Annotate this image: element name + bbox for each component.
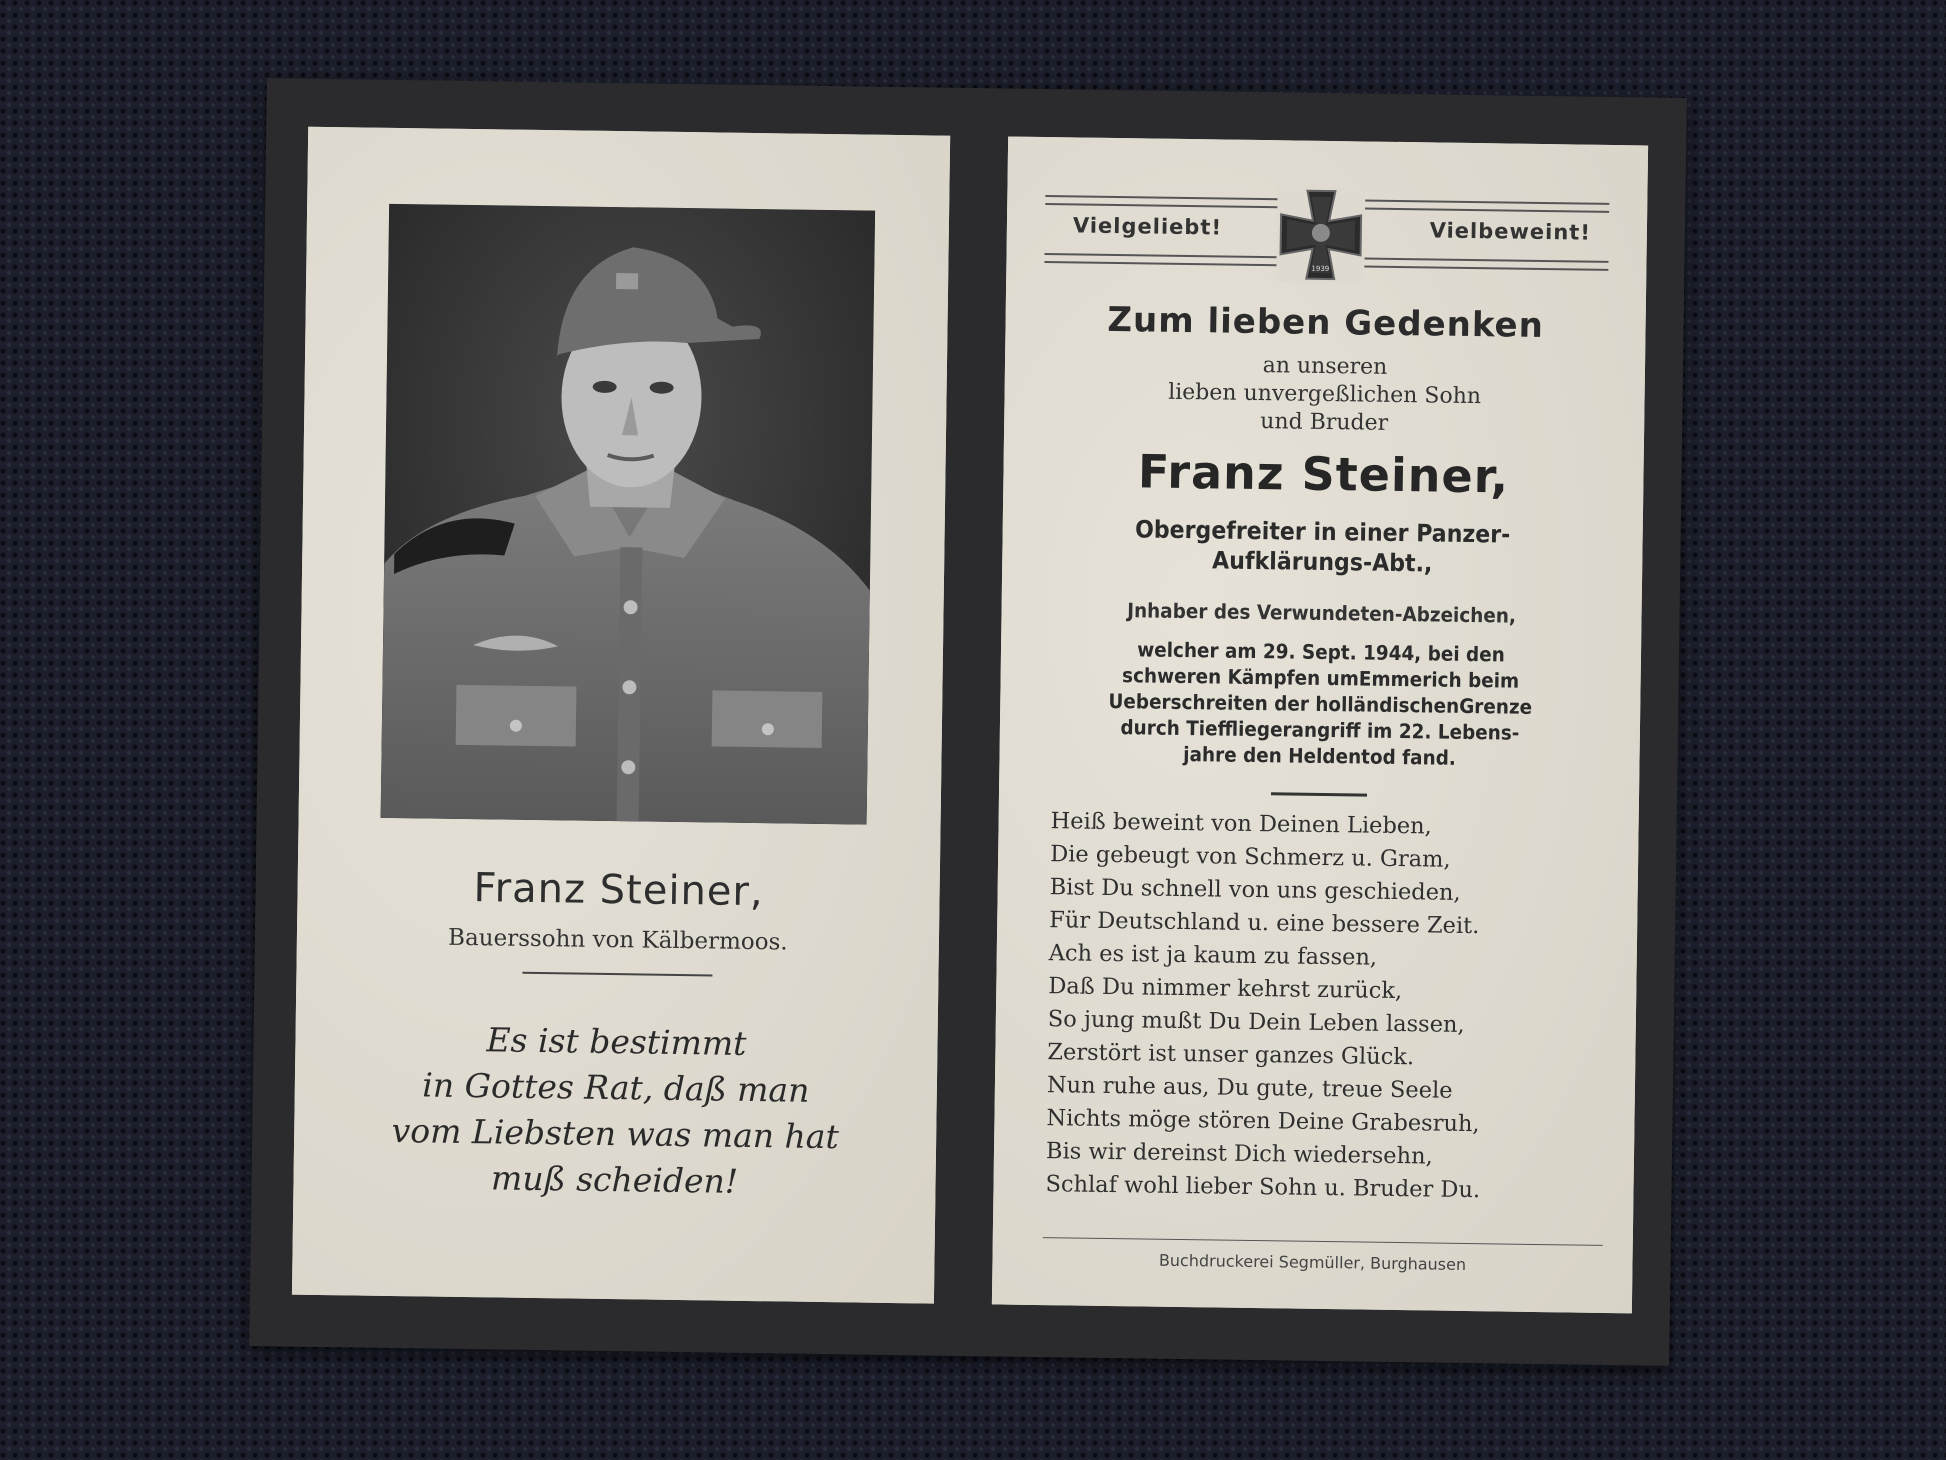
divider	[522, 972, 712, 977]
verse-line: muß scheiden!	[490, 1158, 739, 1201]
memorial-poem	[1045, 805, 1608, 1209]
verse-line: Es ist bestimmt	[486, 1020, 747, 1063]
right-panel	[992, 137, 1648, 1314]
printer-credit: Buchdruckerei Segmüller, Burghausen	[1158, 1250, 1467, 1275]
iron-cross-icon	[1276, 186, 1365, 283]
poem-line: Bist Du schnell von uns geschieden,	[1049, 874, 1461, 906]
left-panel	[292, 127, 950, 1304]
soldier-portrait-photo	[381, 204, 876, 825]
divider	[1043, 1237, 1603, 1246]
poem-line: So jung mußt Du Dein Leben lassen,	[1047, 1006, 1465, 1038]
intro-line: lieben unvergeßlichen Sohn	[1168, 379, 1482, 410]
header-band	[1044, 189, 1609, 273]
origin-line: Bauerssohn von Kälbermoos.	[447, 924, 788, 956]
decoration-text: Jnhaber des Verwundeten-Abzeichen,	[1127, 598, 1517, 628]
rank-line: Obergefreiter in einer Panzer-	[1134, 515, 1511, 549]
poem-line: Nichts möge stören Deine Grabesruh,	[1046, 1105, 1480, 1138]
poem-line: Die gebeugt von Schmerz u. Gram,	[1049, 841, 1451, 873]
memorial-title: Zum lieben Gedenken	[1107, 299, 1545, 346]
poem-line: Schlaf wohl lieber Sohn u. Bruder Du.	[1045, 1171, 1481, 1204]
header-right-text: Vielbeweint!	[1429, 218, 1592, 245]
rank-line: Aufklärungs-Abt.,	[1211, 546, 1433, 578]
poem-line: Daß Du nimmer kehrst zurück,	[1048, 973, 1403, 1005]
poem-line: Für Deutschland u. eine bessere Zeit.	[1049, 907, 1480, 940]
cross-year: 1939	[1311, 264, 1330, 273]
header-left-text: Vielgeliebt!	[1072, 213, 1223, 240]
death-line: durch Tieffliegerangriff im 22. Lebens-	[1120, 715, 1520, 745]
death-line: schweren Kämpfen umEmmerich beim	[1121, 663, 1520, 693]
deceased-name: Franz Steiner,	[473, 865, 764, 916]
death-line: welcher am 29. Sept. 1944, bei den	[1137, 637, 1505, 667]
intro-line: an unseren	[1262, 353, 1388, 380]
death-line: jahre den Heldentod fand.	[1183, 742, 1457, 770]
poem-line: Zerstört ist unser ganzes Glück.	[1047, 1039, 1415, 1071]
verse-line: in Gottes Rat, daß man	[422, 1065, 810, 1110]
verse-line: vom Liebsten was man hat	[391, 1110, 840, 1157]
poem-line: Heiß beweint von Deinen Lieben,	[1050, 808, 1432, 840]
poem-line: Bis wir dereinst Dich wiedersehn,	[1045, 1138, 1433, 1170]
memorial-card	[249, 78, 1687, 1366]
intro-line: und Bruder	[1260, 409, 1389, 436]
deceased-name-large: Franz Steiner,	[1137, 444, 1510, 504]
death-details	[1047, 635, 1593, 773]
poem-line: Ach es ist ja kaum zu fassen,	[1048, 940, 1378, 971]
memorial-verse	[293, 1015, 938, 1208]
divider	[1271, 792, 1367, 796]
rank-text	[1028, 513, 1618, 581]
poem-line: Nun ruhe aus, Du gute, treue Seele	[1046, 1072, 1453, 1104]
intro-text	[1004, 348, 1645, 441]
death-line: Ueberschreiten der holländischenGrenze	[1108, 688, 1533, 719]
